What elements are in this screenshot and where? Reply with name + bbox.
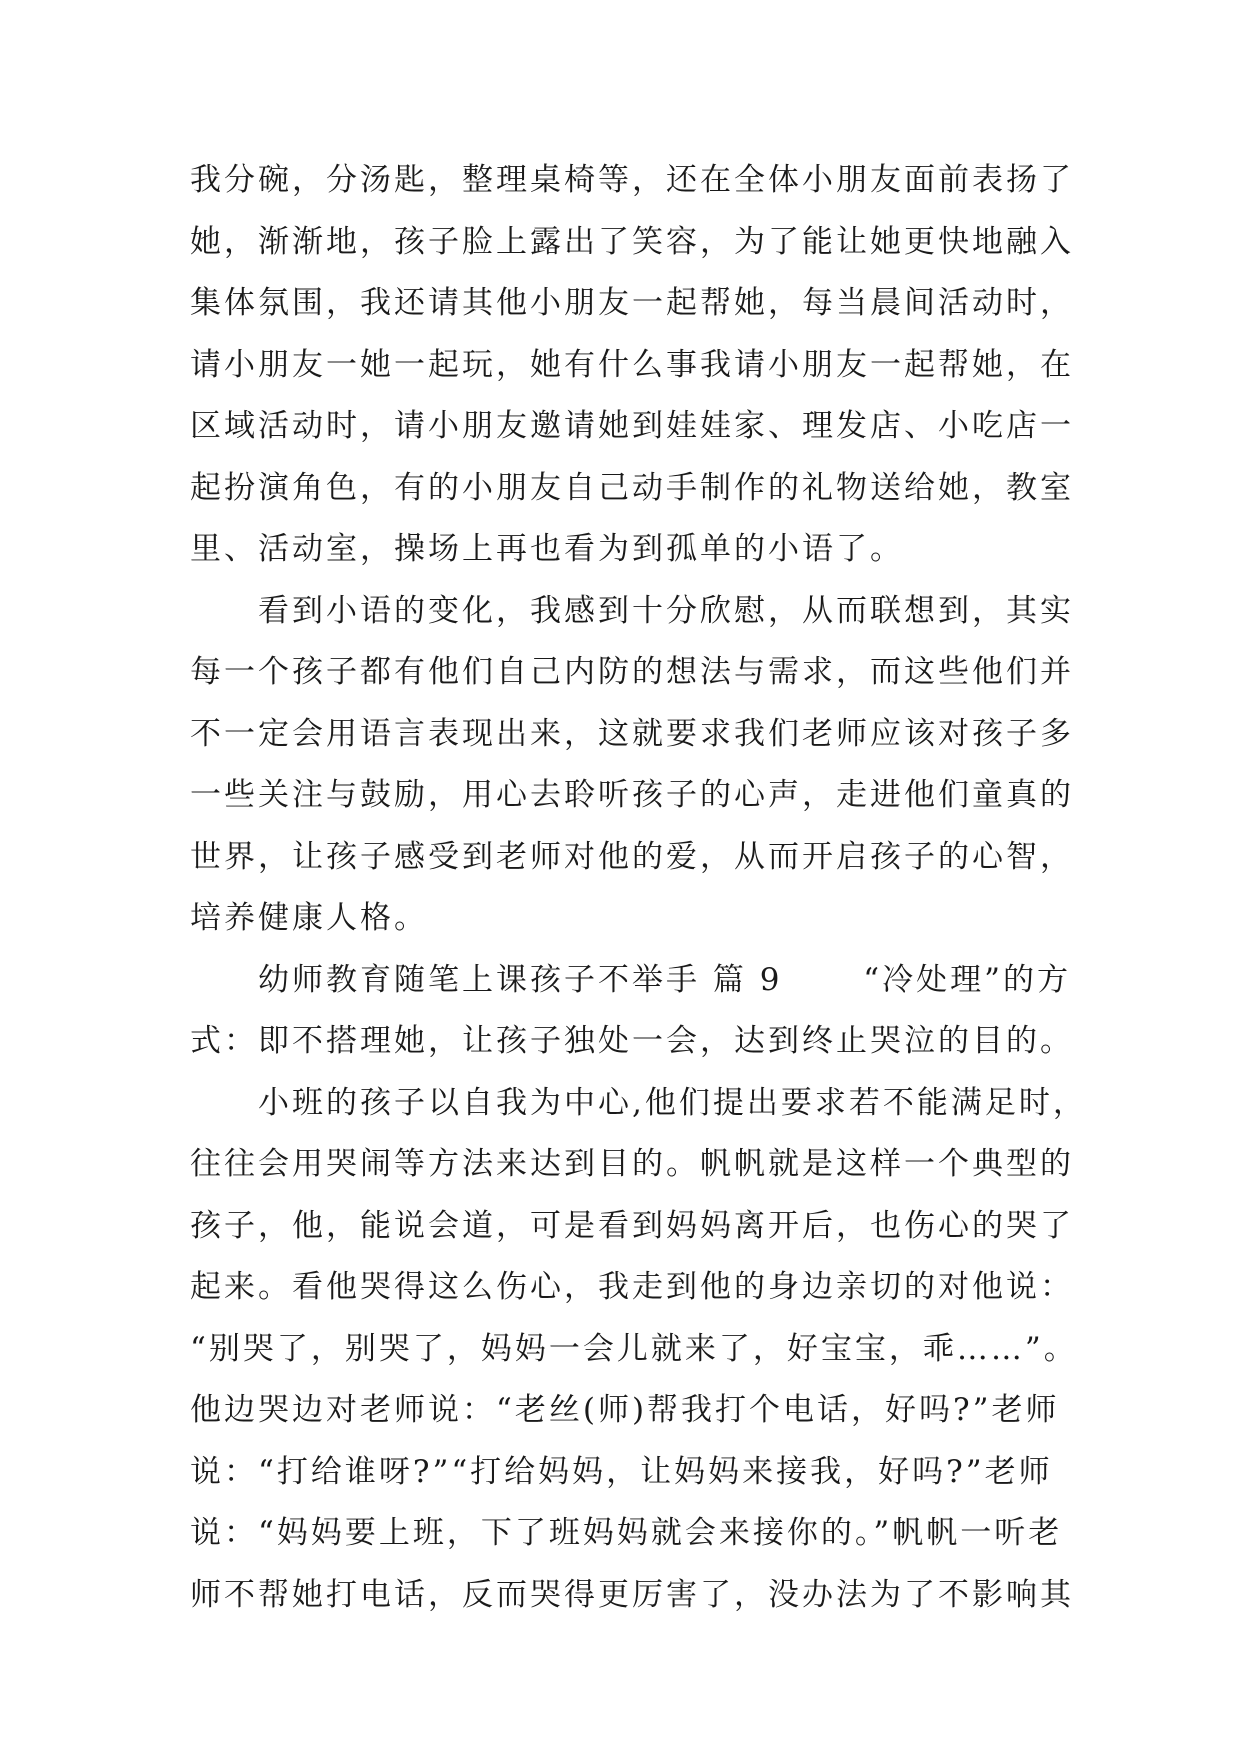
section-heading-line: 幼师教育随笔上课孩子不举手 篇 9 “冷处理”的方 [190, 961, 1071, 998]
text-line: 孩子，他，能说会道，可是看到妈妈离开后，也伤心的哭了 [190, 1207, 1074, 1244]
text-line: 往往会用哭闹等方法来达到目的。帆帆就是这样一个典型的 [190, 1146, 1074, 1182]
text-line: 她，渐渐地，孩子脸上露出了笑容，为了能让她更快地融入 [190, 223, 1074, 260]
text-line: 每一个孩子都有他们自己内防的想法与需求，而这些他们并 [190, 654, 1074, 690]
text-line: 请小朋友一她一起玩，她有什么事我请小朋友一起帮她，在 [190, 346, 1074, 383]
text-line: 式：即不搭理她，让孩子独处一会，达到终止哭泣的目的。 [190, 1023, 1074, 1059]
text-line: 一些关注与鼓励，用心去聆听孩子的心声，走进他们童真的 [190, 777, 1074, 813]
text-line: 说：“妈妈要上班，下了班妈妈就会来接你的。”帆帆一听老 [190, 1515, 1063, 1551]
paragraph-start-line: 看到小语的变化，我感到十分欣慰，从而联想到，其实 [190, 592, 1074, 629]
text-line: 世界，让孩子感受到老师对他的爱，从而开启孩子的心智， [190, 838, 1074, 875]
text-line: 他边哭边对老师说：“老丝(师)帮我打个电话，好吗?”老师 [190, 1392, 1060, 1428]
text-line: 培养健康人格。 [190, 900, 428, 936]
text-line: 我分碗，分汤匙，整理桌椅等，还在全体小朋友面前表扬了 [190, 162, 1074, 198]
text-line: 起来。看他哭得这么伤心，我走到他的身边亲切的对他说： [190, 1269, 1074, 1305]
paragraph-start-line: 小班的孩子以自我为中心,他们提出要求若不能满足时， [190, 1084, 1087, 1121]
text-line: 说：“打给谁呀?”“打给妈妈，让妈妈来接我，好吗?”老师 [190, 1453, 1053, 1490]
text-line: 集体氛围，我还请其他小朋友一起帮她，每当晨间活动时， [190, 285, 1074, 321]
text-line: 师不帮她打电话，反而哭得更厉害了，没办法为了不影响其 [190, 1576, 1074, 1613]
document-body-text [190, 150, 1087, 1626]
text-line: 里、活动室，操场上再也看为到孤单的小语了。 [190, 531, 904, 567]
text-line: 起扮演角色，有的小朋友自己动手制作的礼物送给她，教室 [190, 469, 1074, 506]
text-line: 不一定会用语言表现出来，这就要求我们老师应该对孩子多 [190, 715, 1074, 752]
text-line: “别哭了，别哭了，妈妈一会儿就来了，好宝宝，乖……”。 [190, 1330, 1078, 1367]
text-line: 区域活动时，请小朋友邀请她到娃娃家、理发店、小吃店一 [190, 408, 1074, 444]
